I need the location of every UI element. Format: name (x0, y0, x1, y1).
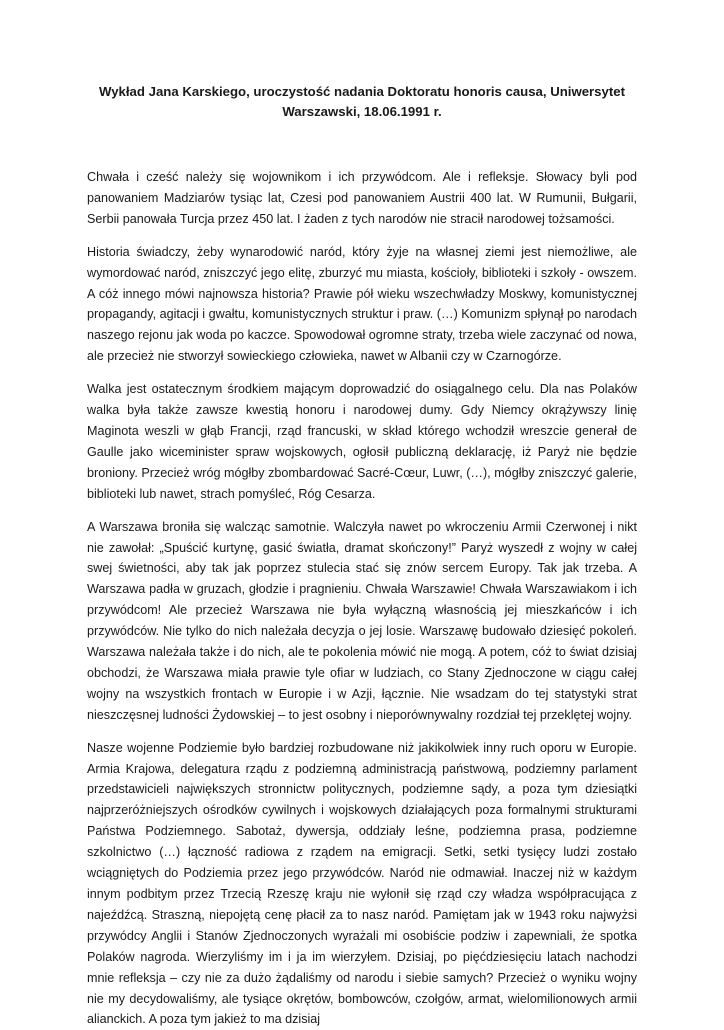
paragraph-5: Nasze wojenne Podziemie było bardziej rozbudowane niż jakikolwiek inny ruch oporu w Europie. Armia Krajowa, delegatura rządu z podziemną administracją państwową, podziemny parlament przedstawicieli największych stronnictw politycznych, podziemne sądy, a poza tym dziesiątki najprzeróżniejszych ośrodków cywilnych i wojskowych działających poza formalnymi strukturami Państwa Podziemnego. Sabotaż, dywersja, oddziały leśne, podziemna prasa, podziemne szkolnictwo (…) łączność radiowa z rządem na emigracji. Setki, setki tysięcy ludzi zostało wciągniętych do Podziemia przez jego przywódców. Naród nie odmawiał. Inaczej niż w każdym innym podbitym przez Trzecią Rzeszę kraju nie wyłonił się rząd czy władza współpracująca z najeźdźcą. Straszną, niepojętą cenę płacił za to nasz naród. Pamiętam jak w 1943 roku najwyżsi przywódcy Anglii i Stanów Zjednoczonych wyrażali mi osobiście podziw i zapewniali, że spotka Polaków nagroda. Wierzyliśmy im i ja im wierzyłem. Dzisiaj, po pięćdziesięciu latach nachodzi mnie refleksja – czy nie za dużo żądaliśmy od narodu i siebie samych? Przecież o wyniku wojny nie my decydowaliśmy, ale tysiące okrętów, bombowców, czołgów, armat, wielomilionowych armii alianckich. A poza tym jakież to ma dzisiaj (87, 740, 637, 1027)
paragraph-3: Walka jest ostatecznym środkiem mającym doprowadzić do osiągalnego celu. Dla nas Polaków walka była także zawsze kwestią honoru i narodowej dumy. Gdy Niemcy okrążywszy linię Maginota weszli w głąb Francji, rząd francuski, w skład którego wchodził wreszcie generał de Gaulle jako wiceminister spraw wojskowych, ogłosił publiczną deklarację, iż Paryż nie będzie broniony. Przecież wróg mógłby zbombardować Sacré-Cœur, Luwr, (…), mógłby zniszczyć galerie, biblioteki lub nawet, strach pomyśleć, Róg Cesarza. (87, 382, 637, 501)
title-line-1: Wykład Jana Karskiego, uroczystość nadania Doktoratu honoris causa, Uniwersytet (99, 84, 625, 99)
title-line-2: Warszawski, 18.06.1991 r. (282, 104, 442, 119)
paragraph-2: Historia świadczy, żeby wynarodowić naród, który żyje na własnej ziemi jest niemożliwe, ale wymordować naród, zniszczyć jego elitę, zburzyć mu miasta, kościoły, biblioteki i szkoły - owszem. A cóż innego mówi najnowsza historia? Prawie pół wieku wszechwładzy Moskwy, komunistycznej propagandy, agitacji i gwałtu, komunistycznych struktur i praw. (…) Komunizm spłynął po narodach naszego rejonu jak woda po kaczce. Spowodował ogromne straty, trzeba wiele zaczynać od nowa, ale przecież nie stworzył sowieckiego człowieka, nawet w Albanii czy w Czarnogórze. (87, 244, 637, 364)
document-title (87, 82, 637, 122)
paragraph-4: A Warszawa broniła się walcząc samotnie. Walczyła nawet po wkroczeniu Armii Czerwonej i nikt nie zawołał: „Spuścić kurtynę, gasić światła, dramat skończony!” Paryż wyszedł z wojny w całej swej świetności, aby tak jak poprzez stulecia stać się znów sercem Europy. Tak jak trzeba. A Warszawa padła w gruzach, głodzie i pragnieniu. Chwała Warszawie! Chwała Warszawiakom i ich przywódcom! Ale przecież Warszawa nie była wyłączną własnością jej mieszkańców i ich przywódców. Nie tylko do nich należała decyzja o jej losie. Warszawę budowało dziesięć pokoleń. Warszawa należała także i do nich, ale te pokolenia mówić nie mogą. A potem, cóż to świat dzisiaj obchodzi, że Warszawa miała prawie tyle ofiar w ludziach, co Stany Zjednoczone w ciągu całej wojny na wszystkich frontach w Europie i w Azji, łącznie. Nie wsadzam do tej statystyki strat nieszczęsnej ludności Żydowskiej – to jest osobny i nieporównywalny rozdział tej przeklętej wojny. (87, 519, 637, 722)
paragraph-1: Chwała i cześć należy się wojownikom i ich przywódcom. Ale i refleksje. Słowacy byli pod panowaniem Madziarów tysiąc lat, Czesi pod panowaniem Austrii 400 lat. W Rumunii, Bułgarii, Serbii panowała Turcja przez 450 lat. I żaden z tych narodów nie stracił narodowej tożsamości. (87, 170, 637, 226)
